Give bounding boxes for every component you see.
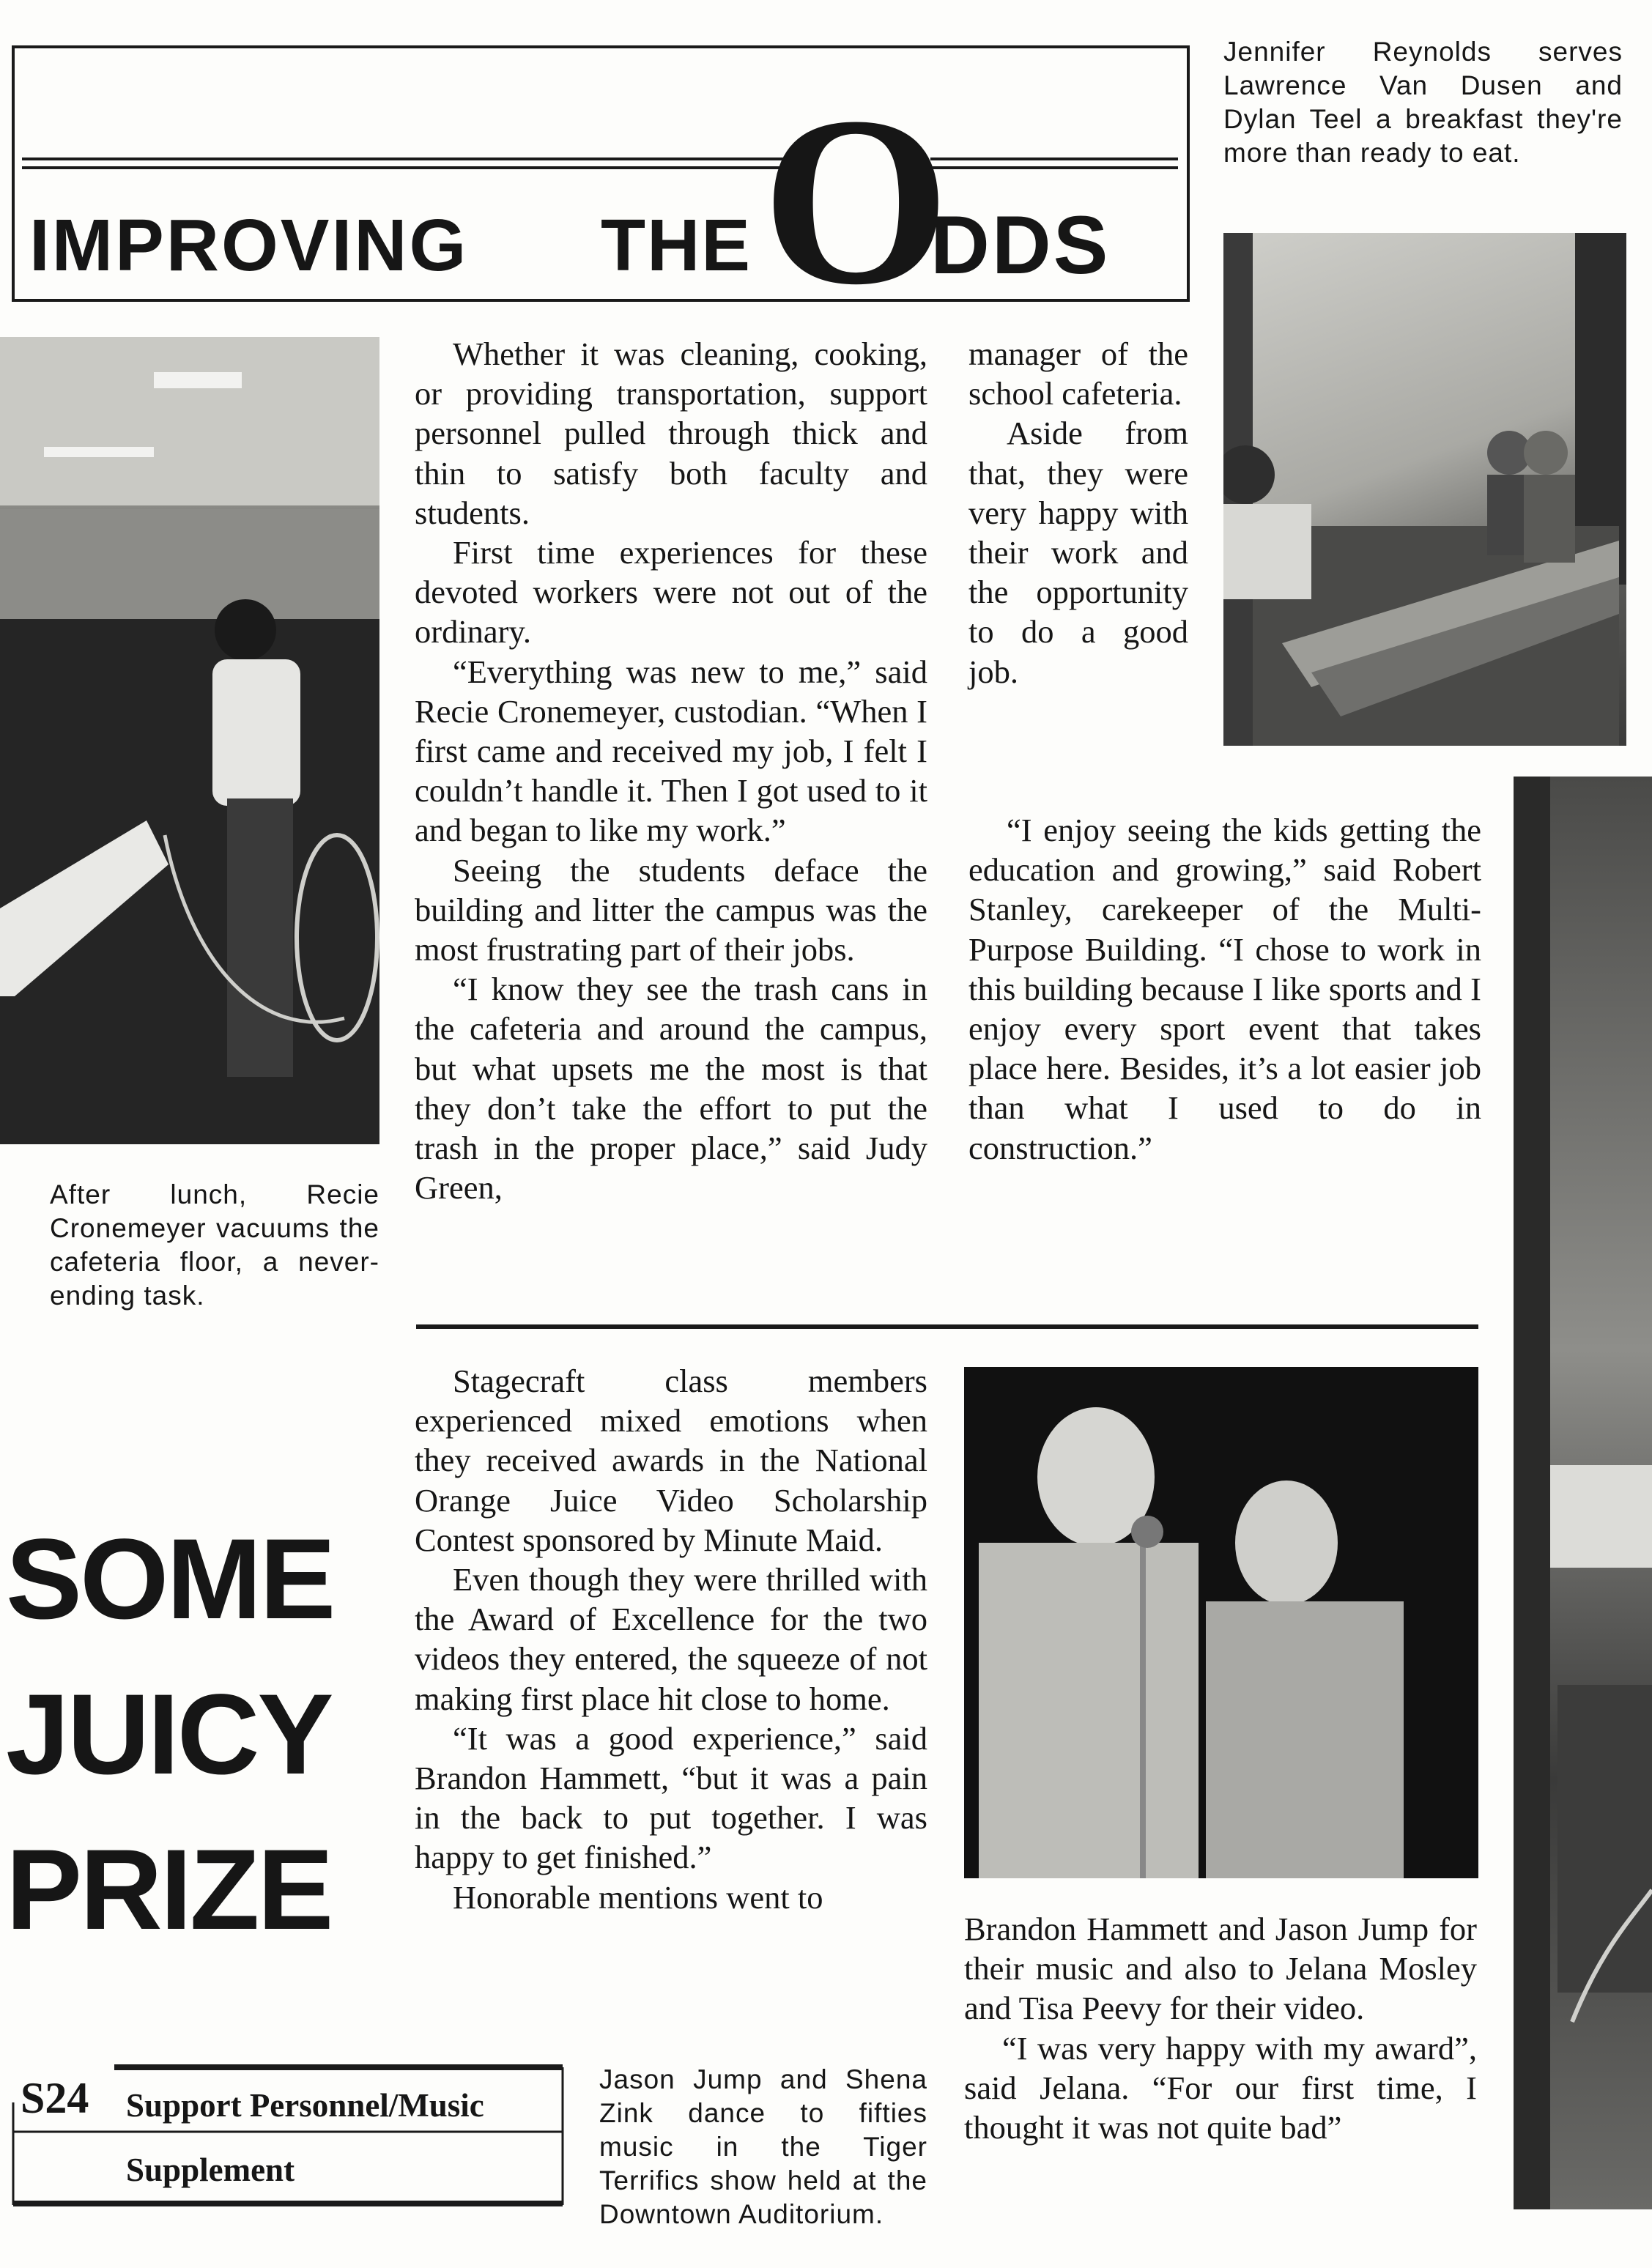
story2-column2 [964,1909,1477,2147]
paragraph: Stagecraft class members experienced mixed emotions when they received awards in the National Orange Juice Video Scholarship Contest sponsored by Minute Maid. [415,1363,927,1558]
dance-photo [964,1367,1478,1878]
headline2-line: JUICY [6,1671,332,1798]
headline-rule [22,158,784,160]
headline-big-o: O [762,67,950,335]
photo-caption-dance: Jason Jump and Shena Zink dance to fifties music in the Tiger Terrifics show held at the Downtown Auditorium. [599,2064,927,2229]
headline-some-juicy-prize [6,1502,333,1968]
story1-column1 [415,334,927,1207]
cafeteria-photo-art [1223,233,1626,746]
footer-box [12,2058,568,2212]
headline-word-improving: IMPROVING [29,204,469,286]
story1-column2-narrow [968,334,1188,692]
section-label: Support Personnel/Music [126,2087,484,2124]
headline-rule [930,158,1178,160]
stage-equipment-photo-art [1514,777,1652,2209]
paragraph: “I was very happy with my award”, said Jelana. “For our first time, I thought it was not quite bad” [964,2029,1477,2146]
headline-rule [22,166,784,169]
paragraph: “I know they see the trash cans in the cafeteria and around the campus, but what upsets me the most is that they don’t take the effort to put the trash in the proper place,” said Judy Green, [415,971,927,1207]
stage-equipment-photo [1514,777,1652,2209]
page-number: S24 [21,2074,89,2122]
paragraph: “Everything was new to me,” said Recie Cronemeyer, custodian. “When I first came and received my job, I felt I couldn’t handle it. Then I got used to it and began to like my work.” [415,653,927,849]
headline-word-the: THE [601,204,752,286]
vacuum-photo-art [0,337,379,1144]
paragraph: Honorable mentions went to [453,1878,823,1916]
story1-column2-wide [968,810,1481,1168]
cafeteria-photo [1223,233,1626,746]
dance-photo-art [964,1367,1478,1878]
photo-caption-cafeteria: Jennifer Reynolds serves Lawrence Van Dusen and Dylan Teel a breakfast they're more than ready to eat. [1223,37,1623,168]
headline2-line: PRIZE [6,1826,332,1954]
paragraph: “I enjoy seeing the kids getting the education and growing,” said Robert Stanley, carekeeper of the Multi-Purpose Building. “I chose to work in this building because I like sports and I enjoy every sport event that takes place here. Besides, it’s a lot easier job than what I used to do in construction.” [968,812,1481,1166]
paragraph: Seeing the students deface the building and litter the campus was the most frustrating part of their jobs. [415,851,927,968]
paragraph: Whether it was cleaning, cooking, or providing transportation, support personnel pulled through thick and thin to satisfy both faculty and students. [415,336,927,531]
paragraph: Brandon Hammett and Jason Jump for their music and also to Jelana Mosley and Tisa Peevy for their video. [964,1911,1477,2027]
paragraph: “It was a good experience,” said Brandon Hammett, “but it was a pain in the back to put together. I was happy to get finished.” [415,1719,927,1876]
headline-word-dds: DDS [930,199,1111,291]
story2-column1 [415,1361,927,1917]
paragraph: Aside from that, they were very happy with their work and the opportunity to do a good job. [968,415,1188,690]
section-divider [416,1324,1478,1329]
headline-rule [930,166,1178,169]
paragraph: manager of the school cafeteria. [968,336,1188,412]
photo-caption-vacuum: After lunch, Recie Cronemeyer vacuums the cafeteria floor, a never-ending task. [50,1179,379,1311]
headline2-line: SOME [6,1516,334,1643]
paragraph: First time experiences for these devoted workers were not out of the ordinary. [415,534,927,651]
section-label-sub: Supplement [126,2152,295,2188]
vacuum-photo [0,337,379,1144]
paragraph: Even though they were thrilled with the Award of Excellence for the two videos they entered, the squeeze of not making first place hit close to home. [415,1561,927,1717]
